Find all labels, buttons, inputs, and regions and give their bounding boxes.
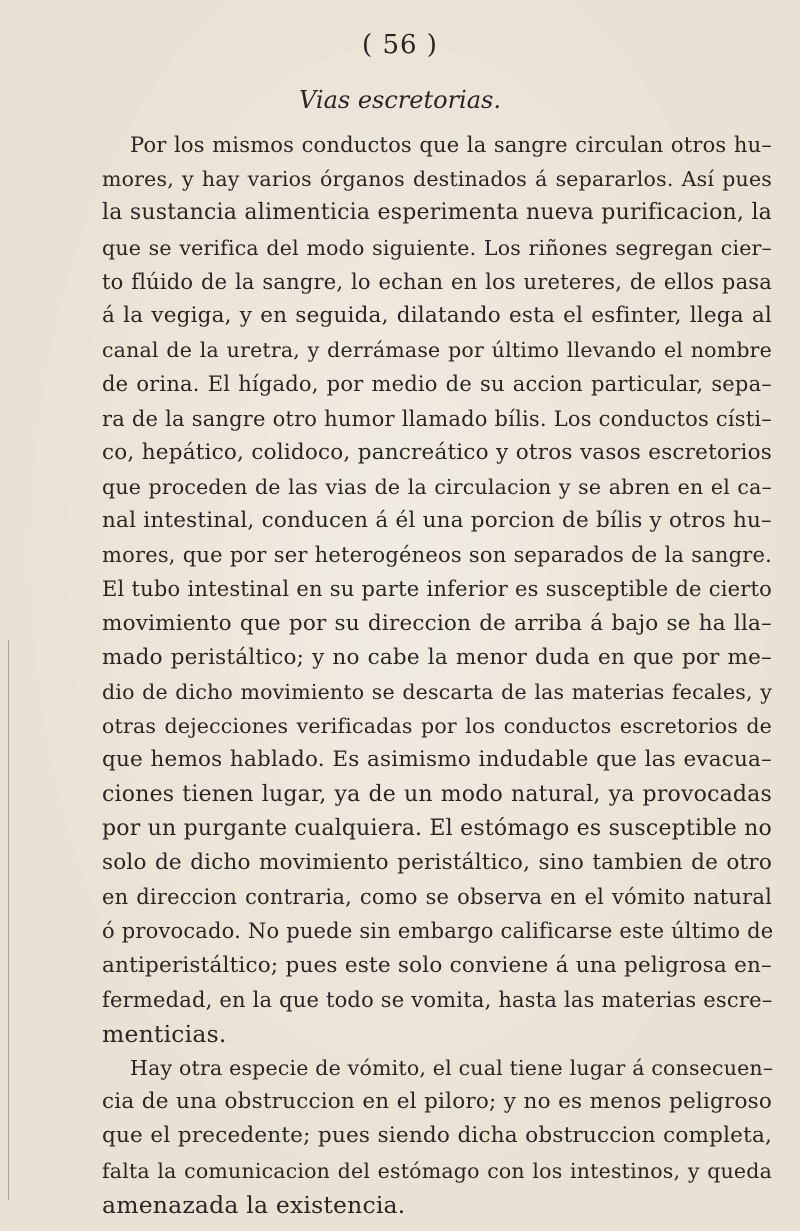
text-line: en direccion contraria, como se observa en el vómito natural: [102, 885, 772, 910]
page-edge-line: [8, 640, 9, 1200]
text-line: la sustancia alimenticia esperimenta nueva purificacion, la: [102, 200, 772, 226]
text-line: ciones tienen lugar, ya de un modo natural, ya provocadas: [102, 781, 772, 807]
text-line: Hay otra especie de vómito, el cual tiene lugar á consecuen–: [130, 1056, 774, 1081]
text-line: de orina. El hígado, por medio de su accion particular, sepa–: [102, 372, 772, 397]
text-line: que hemos hablado. Es asimismo indudable que las evacua–: [102, 747, 772, 773]
text-line: mores, que por ser heterogéneos son separados de la sangre.: [102, 543, 772, 568]
text-line: canal de la uretra, y derrámase por último llevando el nombre: [102, 338, 772, 363]
text-line: á la vegiga, y en seguida, dilatando esta el esfinter, llega al: [102, 302, 772, 328]
text-line: que proceden de las vias de la circulacion y se abren en el ca–: [102, 474, 772, 499]
text-line: ra de la sangre otro humor llamado bílis. Los conductos císti–: [102, 406, 772, 431]
text-line: to flúido de la sangre, lo echan en los ureteres, de ellos pasa: [102, 269, 772, 294]
text-line: fermedad, en la que todo se vomita, hasta las materias escre–: [102, 987, 773, 1012]
page-number: ( 56 ): [362, 30, 438, 60]
text-line: dio de dicho movimiento se descarta de las materias fecales, y: [102, 680, 772, 704]
text-line: antiperistáltico; pues este solo conviene á una peligrosa en–: [102, 952, 772, 978]
text-line: nal intestinal, conducen á él una porcion de bílis y otros hu–: [102, 508, 772, 534]
text-line: mado peristáltico; y no cabe la menor duda en que por me–: [102, 644, 772, 670]
text-line: que se verifica del modo siguiente. Los riñones segregan cier–: [102, 235, 772, 260]
text-line: menticias.: [102, 1019, 227, 1048]
text-line: El tubo intestinal en su parte inferior es susceptible de cierto: [102, 577, 772, 602]
body-text: [102, 128, 772, 1222]
text-line: otras dejecciones verificadas por los conductos escretorios de: [102, 714, 772, 739]
text-line: falta la comunicacion del estómago con los intestinos, y queda: [102, 1158, 772, 1183]
text-line: co, hepático, colidoco, pancreático y otros vasos escretorios: [102, 439, 772, 465]
text-line: que el precedente; pues siendo dicha obstruccion completa,: [102, 1123, 772, 1149]
text-line: solo de dicho movimiento peristáltico, sino tambien de otro: [102, 849, 772, 875]
text-line: ó provocado. No puede sin embargo calificarse este último de: [102, 919, 774, 944]
text-line: mores, y hay varios órganos destinados á separarlos. Así pues: [102, 167, 772, 192]
text-line: movimiento que por su direccion de arriba á bajo se ha lla–: [102, 610, 772, 636]
text-line: por un purgante cualquiera. El estómago es susceptible no: [102, 815, 772, 841]
text-line: cia de una obstruccion en el piloro; y no es menos peligroso: [102, 1089, 772, 1115]
text-line: amenazada la existencia.: [102, 1190, 406, 1219]
text-line: Por los mismos conductos que la sangre circulan otros hu–: [130, 133, 772, 157]
section-title: Vias escretorias.: [299, 86, 501, 114]
